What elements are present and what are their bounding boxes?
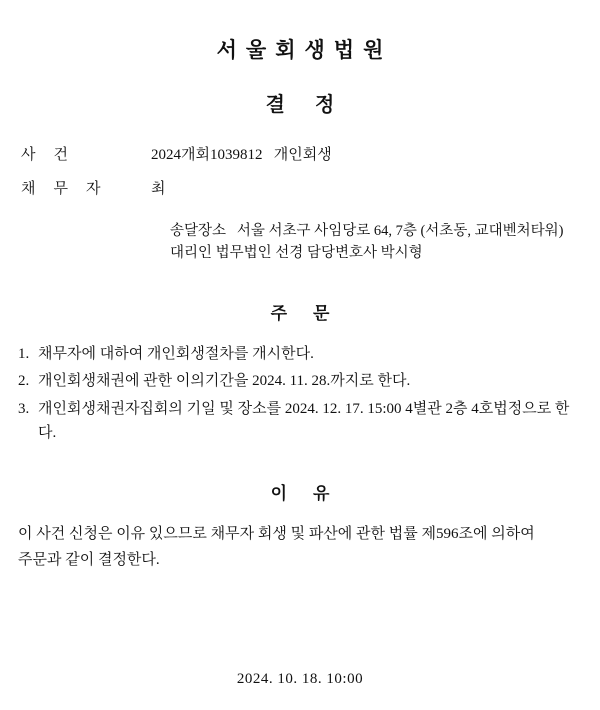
debtor-value: 최 xyxy=(151,181,166,197)
case-field-row xyxy=(18,143,582,164)
order-item-text: 개인회생채권자집회의 기일 및 장소를 2024. 12. 17. 15:00 4별관 2층 4호법정으로 한다. xyxy=(38,400,570,441)
order-item-number: 3. xyxy=(18,400,30,417)
order-list xyxy=(18,342,582,445)
order-item-text: 채무자에 대하여 개인회생절차를 개시한다. xyxy=(38,345,314,362)
case-number-value: 2024개회1039812 개인회생 xyxy=(151,147,332,163)
order-item-number: 1. xyxy=(18,345,30,362)
court-title: 서울회생법원 xyxy=(216,38,393,62)
decision-date: 2024. 10. 18. 10:00 xyxy=(236,671,364,687)
order-item-number: 2. xyxy=(18,373,30,390)
document-title: 결정 xyxy=(265,94,365,116)
list-item xyxy=(18,342,582,366)
case-number-label: 사건 xyxy=(21,147,86,163)
reason-body xyxy=(18,522,582,574)
order-heading: 주문 xyxy=(270,303,356,323)
service-address-line: 송달장소 서울 서초구 사임당로 64, 7층 (서초동, 교대벤처타워) xyxy=(170,223,564,239)
service-address-block xyxy=(170,220,582,265)
debtor-label: 채무자 xyxy=(21,181,119,197)
case-fields xyxy=(18,143,582,198)
list-item xyxy=(18,397,582,446)
list-item xyxy=(18,369,582,393)
debtor-field-row xyxy=(18,177,582,198)
reason-line: 주문과 같이 결정한다. xyxy=(18,551,160,568)
order-item-text: 개인회생채권에 관한 이의기간을 2024. 11. 28.까지로 한다. xyxy=(38,373,411,390)
representative-line: 대리인 법무법인 선경 담당변호사 박시형 xyxy=(170,245,423,262)
reason-heading: 이유 xyxy=(270,484,356,504)
reason-line: 이 사건 신청은 이유 있으므로 채무자 회생 및 파산에 관한 법률 제596조에 의하여 xyxy=(18,526,535,543)
document-page xyxy=(0,34,600,710)
